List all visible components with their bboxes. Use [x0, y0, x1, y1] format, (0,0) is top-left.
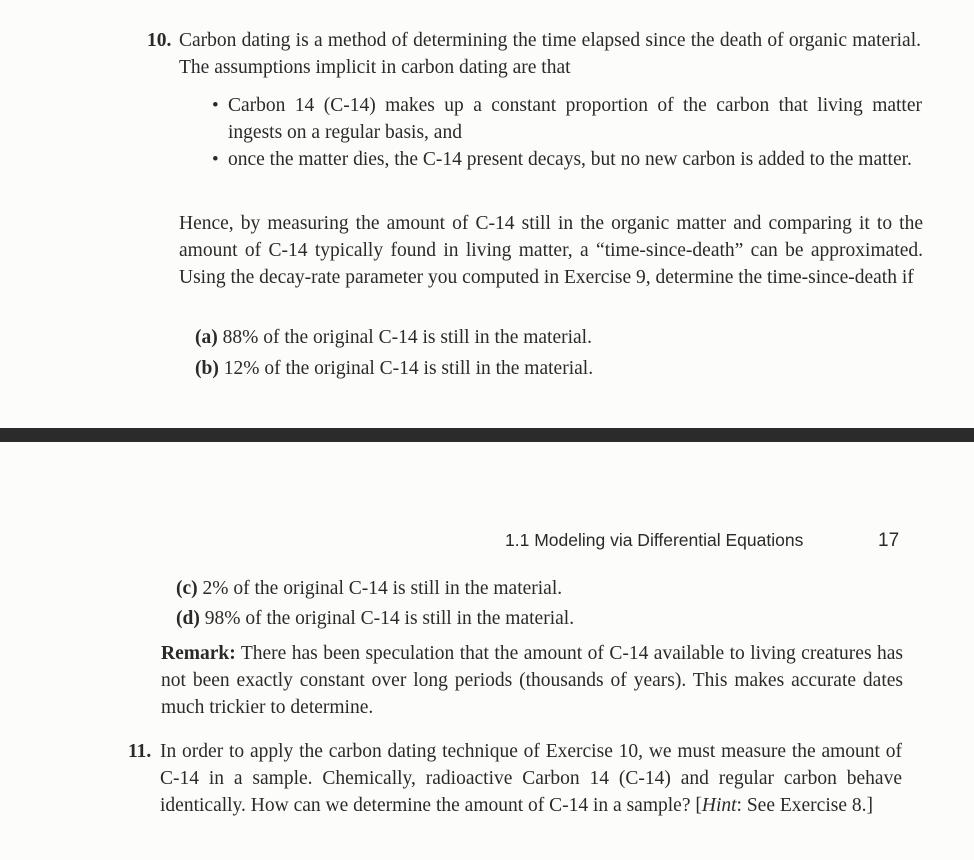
part-d — [176, 604, 574, 634]
part-a-label: (a) — [195, 327, 218, 348]
part-c-text: 2% of the original C-14 is still in the material. — [202, 578, 563, 599]
hint: [Hint: See Exercise 8.] — [695, 795, 873, 816]
page-top — [0, 0, 974, 428]
exercise-11-number: 11. — [128, 741, 152, 762]
page-divider — [0, 428, 974, 442]
remark-text: There has been speculation that the amount of C-14 available to living creatures has not been exactly constant over long periods (thousands of years). This makes accurate dates much trickier to determine. — [161, 643, 903, 718]
remark-label: Remark: — [161, 643, 236, 664]
running-head-section: 1.1 Modeling via Differential Equations — [505, 530, 804, 550]
exercise-11-text: In order to apply the carbon dating technique of Exercise 10, we must measure the amount of C-14 in a sample. Chemically, radioactive Carbon 14 (C-14) and regular carbon behave identically. How can we determine the amount of C-14 in a sample? [Hint: See Exercise 8.] — [160, 741, 902, 816]
part-a — [195, 323, 592, 353]
bullet-item-1: Carbon 14 (C-14) makes up a constant proportion of the carbon that living matter ingests on a regular basis, and — [228, 95, 922, 143]
exercise-10-intro: Carbon dating is a method of determining the time elapsed since the death of organic material. The assumptions implicit in carbon dating are that — [179, 30, 921, 78]
part-c-label: (c) — [176, 578, 198, 599]
part-b — [195, 354, 593, 384]
exercise-10-body: Hence, by measuring the amount of C-14 still in the organic matter and comparing it to the amount of C-14 typically found in living matter, a “time-since-death” can be approximated. Using the decay-rate parameter you computed in Exercise 9, determine the time-since-death if — [179, 213, 923, 288]
bullet-item-2: once the matter dies, the C-14 present decays, but no new carbon is added to the matter. — [228, 149, 912, 170]
bullet-dot-1: • — [212, 95, 219, 116]
part-b-text: 12% of the original C-14 is still in the material. — [223, 358, 594, 379]
exercise-10-number: 10. — [147, 30, 172, 51]
part-c — [176, 574, 562, 604]
page-number: 17 — [878, 530, 900, 551]
remark — [161, 640, 903, 721]
part-b-label: (b) — [195, 358, 219, 379]
bullet-dot-2: • — [212, 149, 219, 170]
part-a-text: 88% of the original C-14 is still in the material. — [222, 327, 592, 348]
part-d-label: (d) — [176, 608, 200, 629]
part-d-text: 98% of the original C-14 is still in the material. — [204, 608, 575, 629]
